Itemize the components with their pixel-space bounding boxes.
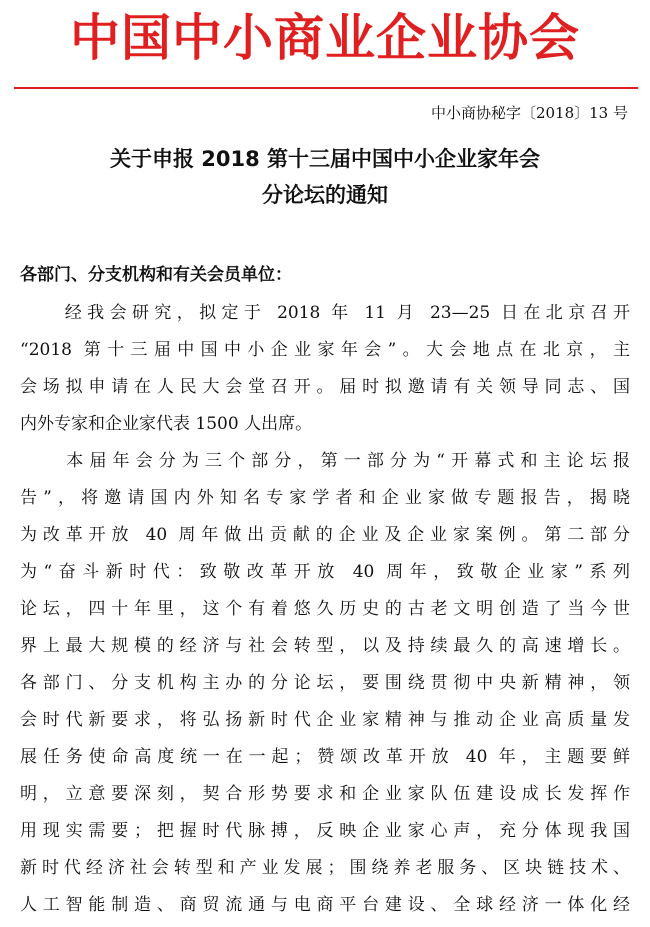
body-line: 各部门、分支机构主办的分论坛，要围绕贯彻中央新精神，领 — [20, 673, 630, 693]
body-line: 本届年会分为三个部分，第一部分为“开幕式和主论坛报 — [20, 451, 630, 471]
body-line: 会场拟申请在人民大会堂召开。届时拟邀请有关领导同志、国 — [20, 377, 630, 397]
body-line: “2018 第十三届中国中小企业家年会”。大会地点在北京，主 — [20, 340, 630, 360]
body-line: 用现实需要；把握时代脉搏，反映企业家心声，充分体现我国 — [20, 821, 630, 841]
notice-title-line-1: 关于申报 2018 第十三届中国中小企业家年会 — [109, 147, 541, 171]
body-line: 告”，将邀请国内外知名专家学者和企业家做专题报告，揭晓 — [20, 488, 630, 508]
body-line: 为改革开放 40 周年做出贡献的企业及企业家案例。第二部分 — [20, 525, 630, 545]
body-line: 人工智能制造、商贸流通与电商平台建设、全球经济一体化经 — [20, 895, 630, 915]
body-line: 展任务使命高度统一在一起；赞颂改革开放 40 年，主题要鲜 — [20, 747, 630, 767]
body-line: 新时代经济社会转型和产业发展；围绕养老服务、区块链技术、 — [20, 858, 630, 878]
salutation: 各部门、分支机构和有关会员单位： — [20, 265, 292, 285]
body-line: 界上最大规模的经济与社会转型，以及持续最久的高速增长。 — [20, 636, 630, 656]
body-line: 论坛，四十年里，这个有着悠久历史的古老文明创造了当今世 — [20, 599, 630, 619]
body-line: 为“奋斗新时代：致敬改革开放 40 周年，致敬企业家”系列 — [20, 562, 630, 582]
body-line: 会时代新要求，将弘扬新时代企业家精神与推动企业高质量发 — [20, 710, 630, 730]
letterhead-org-name: 中国中小商业企业协会 — [70, 9, 580, 67]
document-number: 中小商协秘字〔2018〕13 号 — [430, 104, 628, 122]
notice-title-line-2: 分论坛的通知 — [262, 183, 388, 207]
body-line: 明，立意要深刻，契合形势要求和企业家队伍建设成长发挥作 — [20, 784, 630, 804]
body-line: 内外专家和企业家代表 1500 人出席。 — [20, 414, 313, 434]
body-line: 经我会研究，拟定于 2018 年 11 月 23—25 日在北京召开 — [20, 303, 630, 323]
letterhead-red-rule — [14, 87, 638, 89]
